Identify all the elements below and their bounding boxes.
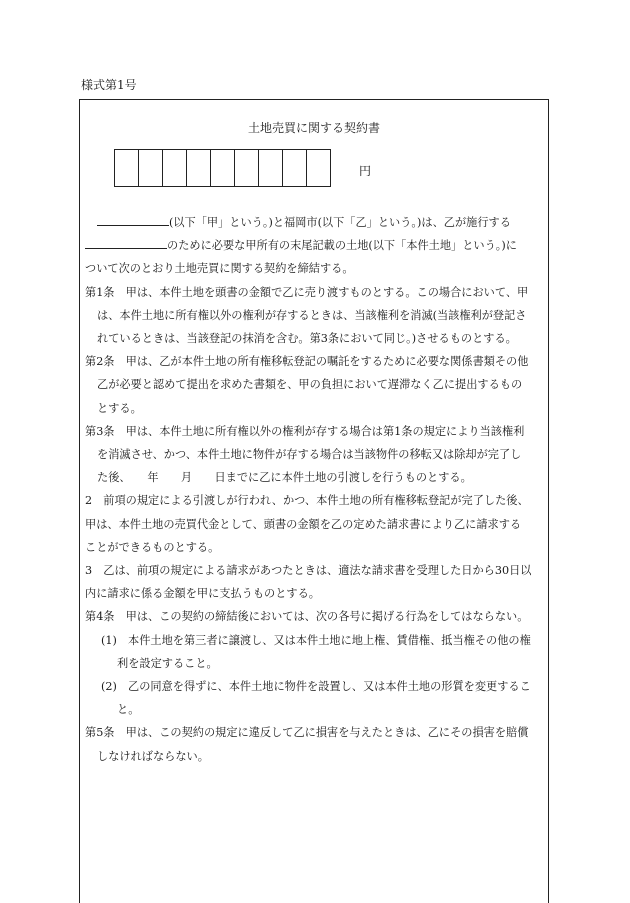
article-3-paragraph-2-line-3: ことができるものとする。: [85, 540, 220, 554]
article-3-line-3: た後、 年 月 日までに乙に本件土地の引渡しを行うものとする。: [97, 471, 472, 485]
article-3-line-2: を消滅させ、かつ、本件土地に物件が存する場合は当該物件の移転又は除却が完了し: [97, 448, 522, 462]
article-5-line-2: しなければならない。: [97, 749, 209, 763]
article-3-paragraph-3-line-2: 内に請求に係る金額を甲に支払うものとする。: [85, 587, 320, 601]
amount-digit-box: [235, 150, 259, 186]
contract-body: [85, 211, 547, 768]
article-5-line-1: 第5条 甲は、この契約の規定に違反して乙に損害を与えたときは、乙にその損害を賠償: [85, 726, 529, 740]
article-4-item-1-line-2: 利を設定すること。: [117, 656, 218, 670]
project-name-blank: [85, 236, 167, 249]
article-2-line-2: 乙が必要と認めて提出を求めた書類を、甲の負担において遅滞なく乙に提出するもの: [97, 378, 523, 392]
preamble-line-1: (以下「甲」という。)と福岡市(以下「乙」という。)は、乙が施行する: [85, 211, 547, 234]
amount-digit-box: [187, 150, 211, 186]
amount-digit-box: [259, 150, 283, 186]
amount-digit-box: [307, 150, 331, 186]
preamble-line-3: ついて次のとおり土地売買に関する契約を締結する。: [85, 262, 354, 276]
amount-digit-box: [115, 150, 139, 186]
article-4-line-1: 第4条 甲は、この契約の締結後においては、次の各号に掲げる行為をしてはならない。: [85, 610, 529, 624]
contract-frame: [79, 99, 549, 903]
amount-digit-box: [163, 150, 187, 186]
article-4-item-1-line-1: (1) 本件土地を第三者に譲渡し、又は本件土地に地上権、賃借権、抵当権その他の権: [101, 633, 531, 647]
article-1-line-3: れているときは、当該登記の抹消を含む。第3条において同じ。)させるものとする。: [97, 332, 517, 346]
amount-digit-box: [139, 150, 163, 186]
article-3-paragraph-2-line-1: 2 前項の規定による引渡しが行われ、かつ、本件土地の所有権移転登記が完了した後、: [85, 494, 529, 508]
article-4-item-2-line-1: (2) 乙の同意を得ずに、本件土地に物件を設置し、又は本件土地の形質を変更するこ: [101, 680, 531, 694]
article-1-line-2: は、本件土地に所有権以外の権利が存するときは、当該権利を消滅(当該権利が登記さ: [97, 308, 527, 322]
amount-digit-box: [283, 150, 307, 186]
currency-unit: 円: [359, 164, 372, 178]
article-1-line-1: 第1条 甲は、本件土地を頭書の金額で乙に売り渡すものとする。この場合において、甲: [85, 285, 529, 299]
document-title: 土地売買に関する契約書: [247, 121, 380, 135]
article-3-paragraph-3-line-1: 3 乙は、前項の規定による請求があつたときは、適法な請求書を受理した日から30日以: [85, 564, 532, 578]
preamble-line-2: のために必要な甲所有の末尾記載の土地(以下「本件土地」という。)に: [85, 234, 547, 257]
form-number-label: 様式第1号: [81, 78, 137, 92]
seller-name-blank: [97, 213, 169, 226]
article-2-line-3: とする。: [97, 401, 142, 415]
article-4-item-2-line-2: と。: [117, 703, 140, 717]
article-3-paragraph-2-line-2: 甲は、本件土地の売買代金として、頭書の金額を乙の定めた請求書により乙に請求する: [85, 517, 522, 531]
article-3-line-1: 第3条 甲は、本件土地に所有権以外の権利が存する場合は第1条の規定により当該権利: [85, 424, 525, 438]
article-2-line-1: 第2条 甲は、乙が本件土地の所有権移転登記の嘱託をするために必要な関係書類その他: [85, 355, 529, 369]
amount-digit-boxes: [114, 149, 331, 187]
amount-digit-box: [211, 150, 235, 186]
